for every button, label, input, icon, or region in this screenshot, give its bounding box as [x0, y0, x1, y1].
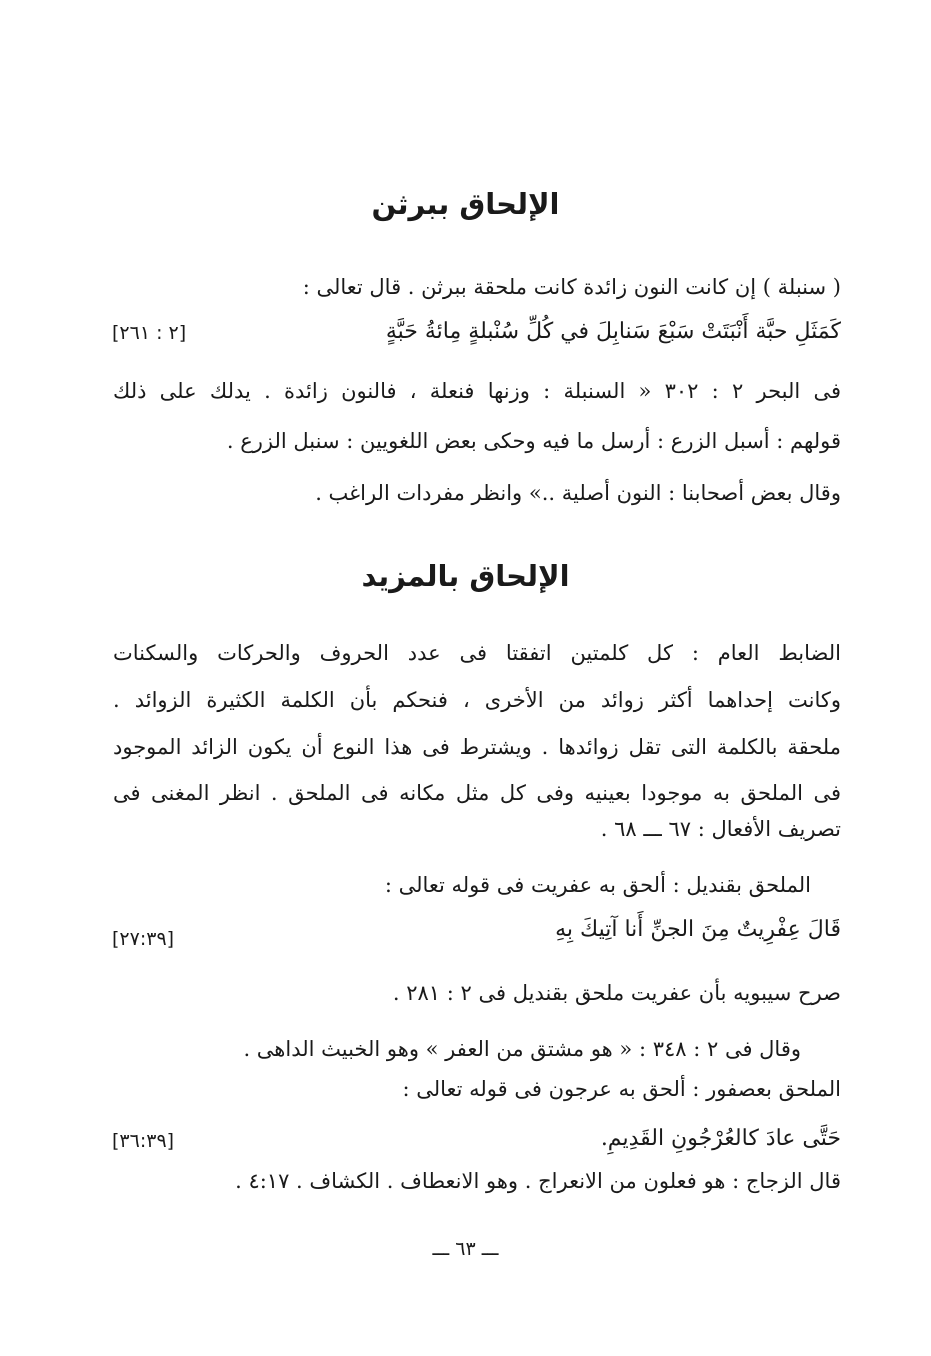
text-line: صرح سيبويه بأن عفريت ملحق بقنديل فى ٢ : ٢٨١ . — [392, 981, 841, 1005]
text-line: فى البحر ٢ : ٣٠٢ « السنبلة : وزنها فنعلة ، فالنون زائدة . يدلك على ذلك — [113, 379, 841, 403]
paragraph-line: فى الملحق به موجودا بعينيه وفى كل مثل مكانه فى الملحق . انظر المغنى فى — [113, 781, 841, 805]
text-line: الملحق بقنديل : ألحق به عفريت فى قوله تعالى : — [384, 873, 811, 897]
section-title-barthan: الإلحاق ببرثن — [371, 187, 560, 221]
paragraph-line: تصريف الأفعال : ٦٧ ـــ ٦٨ . — [600, 817, 841, 841]
quran-verse: قَالَ عِفْرِيتٌ مِنَ الجنِّ أَنا آتِيكَ بِهِ — [555, 917, 841, 942]
text-line: وقال فى ٢ : ٣٤٨ : « هو مشتق من العفر » وهو الخبيث الداهى . — [243, 1037, 801, 1061]
verse-reference: [٢ : ٢٦١] — [112, 322, 187, 344]
page-number: ـــ ٦٣ ـــ — [432, 1238, 499, 1260]
quran-verse: كَمَثَلِ حبَّة أَنْبَتَتْ سَبْعَ سَنابِلَ في كُلِّ سُنْبلةٍ مِائةُ حَبَّةٍ — [385, 319, 841, 344]
paragraph-line: ملحقة بالكلمة التى تقل زوائدها . ويشترط فى هذا النوع أن يكون الزائد الموجود — [113, 735, 841, 759]
text-line: قال الزجاج : هو فعلون من الانعراج . وهو الانعطاف . الكشاف . ٤:١٧ . — [235, 1169, 841, 1193]
paragraph-line: وكانت إحداهما أكثر زوائد من الأخرى ، فنحكم بأن الكلمة الكثيرة الزوائد . — [113, 688, 841, 712]
verse-reference: [٢٧:٣٩] — [112, 928, 175, 950]
text-line: ( سنبلة ) إن كانت النون زائدة كانت ملحقة ببرثن . قال تعالى : — [302, 275, 841, 299]
verse-reference: [٣٦:٣٩] — [112, 1130, 175, 1152]
text-line: الملحق بعصفور : ألحق به عرجون فى قوله تعالى : — [402, 1077, 841, 1101]
text-line: قولهم : أسبل الزرع : أرسل ما فيه وحكى بعض اللغويين : سنبل الزرع . — [226, 429, 841, 453]
paragraph-line: الضابط العام : كل كلمتين اتفقتا فى عدد الحروف والحركات والسكنات — [113, 641, 841, 665]
text-line: وقال بعض أصحابنا : النون أصلية ..» وانظر مفردات الراغب . — [315, 481, 841, 505]
section-title-mazid: الإلحاق بالمزيد — [361, 559, 570, 593]
quran-verse: حَتَّى عادَ كالعُرْجُونِ القَدِيمِ. — [600, 1126, 841, 1151]
